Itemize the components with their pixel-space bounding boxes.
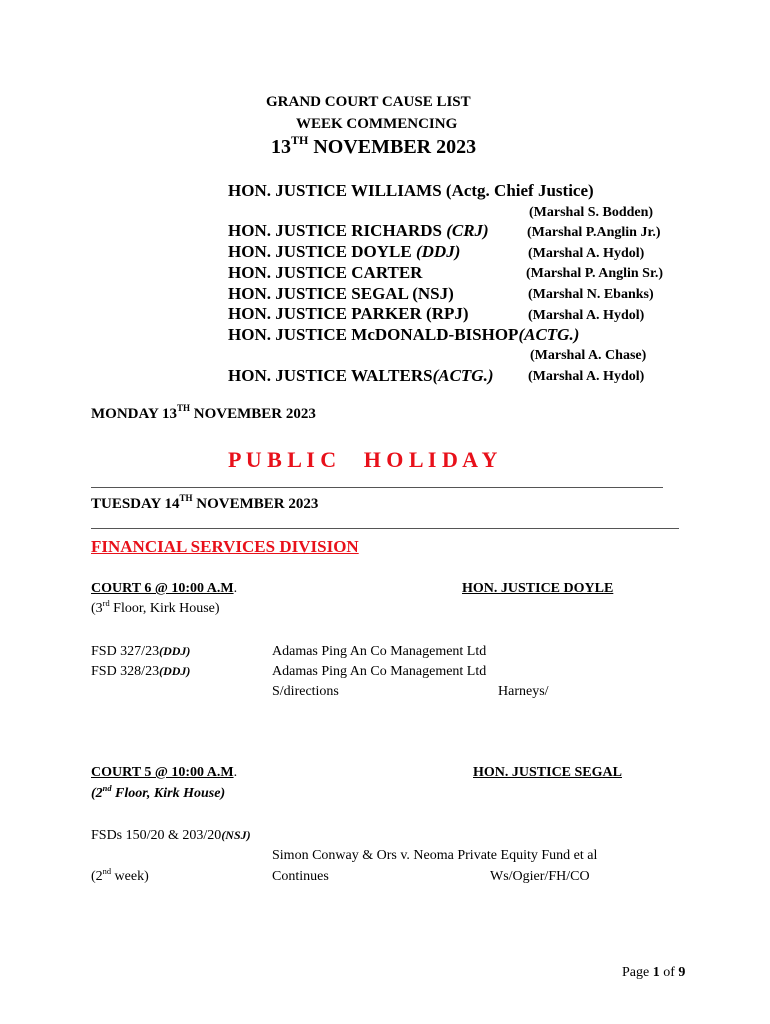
court5-judge: HON. JUSTICE SEGAL	[473, 765, 622, 780]
judge-williams: HON. JUSTICE WILLIAMS (Actg. Chief Justice)	[228, 181, 594, 200]
judge-carter: HON. JUSTICE CARTER	[228, 263, 423, 282]
court5-title-text: COURT 5 @ 10:00 A.M	[91, 765, 234, 780]
marshal-williams: (Marshal S. Bodden)	[529, 205, 654, 220]
page-total: 9	[678, 965, 686, 980]
judge-walters-tag: (ACTG.)	[432, 366, 494, 385]
court5-location	[91, 783, 226, 802]
tuesday-heading	[91, 493, 319, 513]
court6-location	[91, 598, 220, 617]
case-directions: S/directions	[272, 684, 339, 699]
marshal-doyle: (Marshal A. Hydol)	[528, 246, 645, 261]
week-date-month: NOVEMBER 2023	[308, 136, 477, 158]
separator-line	[91, 487, 663, 488]
court5-title-dot: .	[233, 765, 238, 780]
monday-heading-day: MONDAY 13	[91, 406, 177, 422]
tuesday-heading-rest: NOVEMBER 2023	[192, 496, 319, 512]
judge-doyle	[228, 242, 460, 262]
court6-title-dot: .	[233, 581, 238, 596]
case-number-text: FSD 328/23	[91, 664, 160, 679]
page-number	[622, 965, 685, 981]
case-week	[91, 866, 149, 885]
case-week-rest: week)	[111, 869, 149, 884]
judge-walters	[228, 366, 493, 386]
week-date	[271, 133, 477, 159]
case-number	[91, 664, 190, 680]
monday-heading	[91, 403, 316, 423]
marshal-mcdonald-bishop: (Marshal A. Chase)	[530, 348, 647, 363]
judge-segal: HON. JUSTICE SEGAL (NSJ)	[228, 284, 454, 303]
case-week-suffix: nd	[102, 866, 112, 876]
case-judge-tag: (DDJ)	[159, 644, 191, 658]
court5-title	[91, 765, 237, 781]
court5-location-rest: Floor, Kirk House)	[111, 786, 226, 801]
case-number	[91, 644, 190, 660]
case-status: Continues	[272, 869, 329, 884]
judge-walters-name: HON. JUSTICE WALTERS	[228, 366, 433, 385]
court6-location-rest: Floor, Kirk House)	[109, 601, 220, 616]
case-name: Simon Conway & Ors v. Neoma Private Equity Fund et al	[272, 848, 598, 863]
case-judge-tag: (DDJ)	[159, 664, 191, 678]
case-attorneys: Ws/Ogier/FH/CO	[490, 869, 590, 884]
monday-heading-suffix: TH	[176, 403, 190, 414]
division-heading: FINANCIAL SERVICES DIVISION	[91, 537, 359, 556]
week-date-day: 13	[271, 136, 291, 158]
court5-location-suffix: nd	[102, 783, 112, 793]
case-number	[91, 828, 251, 844]
separator-line	[91, 528, 679, 529]
cause-list-title: GRAND COURT CAUSE LIST	[266, 94, 471, 110]
judge-richards-tag: (CRJ)	[446, 221, 489, 240]
tuesday-heading-day: TUESDAY 14	[91, 496, 180, 512]
judge-mcdonald-bishop-name: HON. JUSTICE McDONALD-BISHOP	[228, 325, 519, 344]
court6-title-text: COURT 6 @ 10:00 A.M	[91, 581, 234, 596]
case-attorneys: Harneys/	[498, 684, 549, 699]
judge-parker: HON. JUSTICE PARKER (RPJ)	[228, 304, 469, 323]
marshal-richards: (Marshal P.Anglin Jr.)	[527, 225, 661, 240]
public-holiday: P U B L I C H O L I D A Y	[228, 447, 498, 472]
court5-location-open: (2	[91, 786, 103, 801]
judge-richards	[228, 221, 489, 241]
page-label: Page	[622, 965, 653, 980]
marshal-segal: (Marshal N. Ebanks)	[528, 287, 654, 302]
judge-mcdonald-bishop-tag: (ACTG.)	[518, 325, 580, 344]
marshal-carter: (Marshal P. Anglin Sr.)	[526, 266, 664, 281]
case-week-open: (2	[91, 869, 103, 884]
case-name: Adamas Ping An Co Management Ltd	[272, 644, 487, 659]
court6-title	[91, 581, 237, 597]
monday-heading-rest: NOVEMBER 2023	[190, 406, 316, 422]
marshal-parker: (Marshal A. Hydol)	[528, 308, 645, 323]
case-name: Adamas Ping An Co Management Ltd	[272, 664, 487, 679]
case-number-text: FSDs 150/20 & 203/20	[91, 828, 222, 843]
marshal-walters: (Marshal A. Hydol)	[528, 369, 645, 384]
judge-mcdonald-bishop	[228, 325, 579, 345]
case-number-text: FSD 327/23	[91, 644, 160, 659]
court6-location-suffix: rd	[102, 598, 110, 608]
case-judge-tag: (NSJ)	[221, 828, 251, 842]
week-date-suffix: TH	[291, 133, 309, 148]
page-of-label: of	[659, 965, 679, 980]
judge-doyle-name: HON. JUSTICE DOYLE	[228, 242, 416, 261]
court6-judge: HON. JUSTICE DOYLE	[462, 581, 614, 596]
week-commencing-label: WEEK COMMENCING	[296, 116, 458, 132]
court6-location-open: (3	[91, 601, 103, 616]
tuesday-heading-suffix: TH	[179, 493, 193, 504]
judge-richards-name: HON. JUSTICE RICHARDS	[228, 221, 447, 240]
judge-doyle-tag: (DDJ)	[415, 242, 461, 261]
page-current: 1	[652, 965, 660, 980]
